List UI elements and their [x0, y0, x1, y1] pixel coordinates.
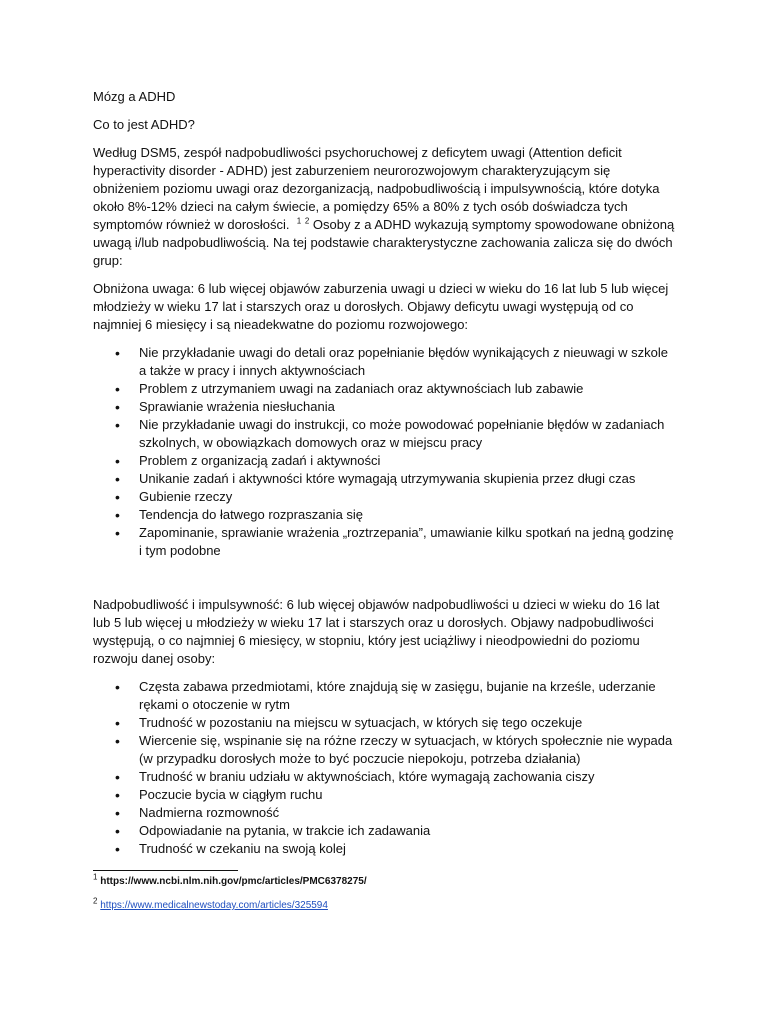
section-heading: Co to jest ADHD?: [93, 117, 195, 132]
list-item: • Odpowiadanie na pytania, w trakcie ich zadawania: [93, 822, 675, 840]
document-page: [93, 88, 675, 923]
hyperactivity-intro: Nadpobudliwość i impulsywność: 6 lub więcej objawów nadpobudliwości u dzieci w wieku do 16 lat lub 5 lub więcej u młodzieży w wieku 17 lat i starszych oraz u dorosłych. Objawy nadpobudliwości występują, o co najmniej 6 miesięcy, w stopniu, który jest uciążliwy i nieodpowiedni do poziomu rozwoju danej osoby:: [93, 597, 660, 666]
list-item: • Tendencja do łatwego rozpraszania się: [93, 506, 675, 524]
footnote-number: 1: [93, 872, 98, 882]
list-item: • Nie przykładanie uwagi do instrukcji, co może powodować popełnianie błędów w zadaniach szkolnych, w obowiązkach domowych oraz w miejscu pracy: [93, 416, 675, 452]
inattention-intro: Obniżona uwaga: 6 lub więcej objawów zaburzenia uwagi u dzieci w wieku do 16 lat lub 5 lub więcej młodzieży w wieku 17 lat i starszych oraz u dorosłych. Objawy deficytu uwagi występują od co najmniej 6 miesięcy i są nieadekwatne do poziomu rozwojowego:: [93, 281, 669, 332]
list-item: • Problem z utrzymaniem uwagi na zadaniach oraz aktywnościach lub zabawie: [93, 380, 675, 398]
footnote-1: [93, 872, 675, 889]
list-item: • Trudność w braniu udziału w aktywnościach, które wymagają zachowania ciszy: [93, 768, 675, 786]
footnote-ref-1[interactable]: 1: [296, 216, 302, 226]
list-item: • Wiercenie się, wspinanie się na różne rzeczy w sytuacjach, w których społecznie nie wypada (w przypadku dorosłych może to być poczucie niepokoju, potrzeba działania): [93, 732, 675, 768]
list-item: • Unikanie zadań i aktywności które wymagają utrzymywania skupienia przez długi czas: [93, 470, 675, 488]
list-item: • Nadmierna rozmowność: [93, 804, 675, 822]
intro-paragraph: [93, 144, 675, 270]
footnote-number: 2: [93, 896, 98, 906]
footnote-2: [93, 896, 675, 913]
list-item: • Problem z organizacją zadań i aktywności: [93, 452, 675, 470]
list-item: • Trudność w czekaniu na swoją kolej: [93, 840, 675, 858]
intro-text-part1: Według DSM5, zespół nadpobudliwości psychoruchowej z deficytem uwagi (Attention deficit hyperactivity disorder - ADHD) jest zaburzeniem neurorozwojowym charakteryzującym się obniżeniem poziomu uwagi oraz dezorganizacją, nadpobudliwością i impulsywnością, które dotyka około 8%-12% dzieci na całym świecie, a pomiędzy 65% a 80% z tych osób doświadcza tych symptomów również w dorosłości.: [93, 145, 660, 232]
footnote-separator: [93, 870, 238, 871]
list-item: • Poczucie bycia w ciągłym ruchu: [93, 786, 675, 804]
footnote-ref-2[interactable]: 2: [304, 216, 310, 226]
document-title: Mózg a ADHD: [93, 89, 176, 104]
intro-text-part2: Osoby z a ADHD wykazują symptomy spowodowane obniżoną uwagą i/lub nadpobudliwością. Na tej podstawie charakterystyczne zachowania zalicza się do dwóch grup:: [93, 217, 675, 268]
spacer: [93, 570, 675, 596]
list-item: • Gubienie rzeczy: [93, 488, 675, 506]
hyperactivity-list: [93, 678, 675, 858]
footnote-2-link[interactable]: https://www.medicalnewstoday.com/articles/325594: [100, 900, 328, 911]
list-item: • Częsta zabawa przedmiotami, które znajdują się w zasięgu, bujanie na krześle, uderzanie rękami o otoczenie w rytm: [93, 678, 675, 714]
inattention-list: [93, 344, 675, 560]
list-item: • Sprawianie wrażenia niesłuchania: [93, 398, 675, 416]
list-item: • Nie przykładanie uwagi do detali oraz popełnianie błędów wynikających z nieuwagi w szkole a także w pracy i innych aktywnościach: [93, 344, 675, 380]
list-item: • Zapominanie, sprawianie wrażenia „roztrzepania”, umawianie kilku spotkań na jedną godzinę i tym podobne: [93, 524, 675, 560]
footnote-1-url: https://www.ncbi.nlm.nih.gov/pmc/articles/PMC6378275/: [100, 876, 367, 887]
list-item: • Trudność w pozostaniu na miejscu w sytuacjach, w których się tego oczekuje: [93, 714, 675, 732]
